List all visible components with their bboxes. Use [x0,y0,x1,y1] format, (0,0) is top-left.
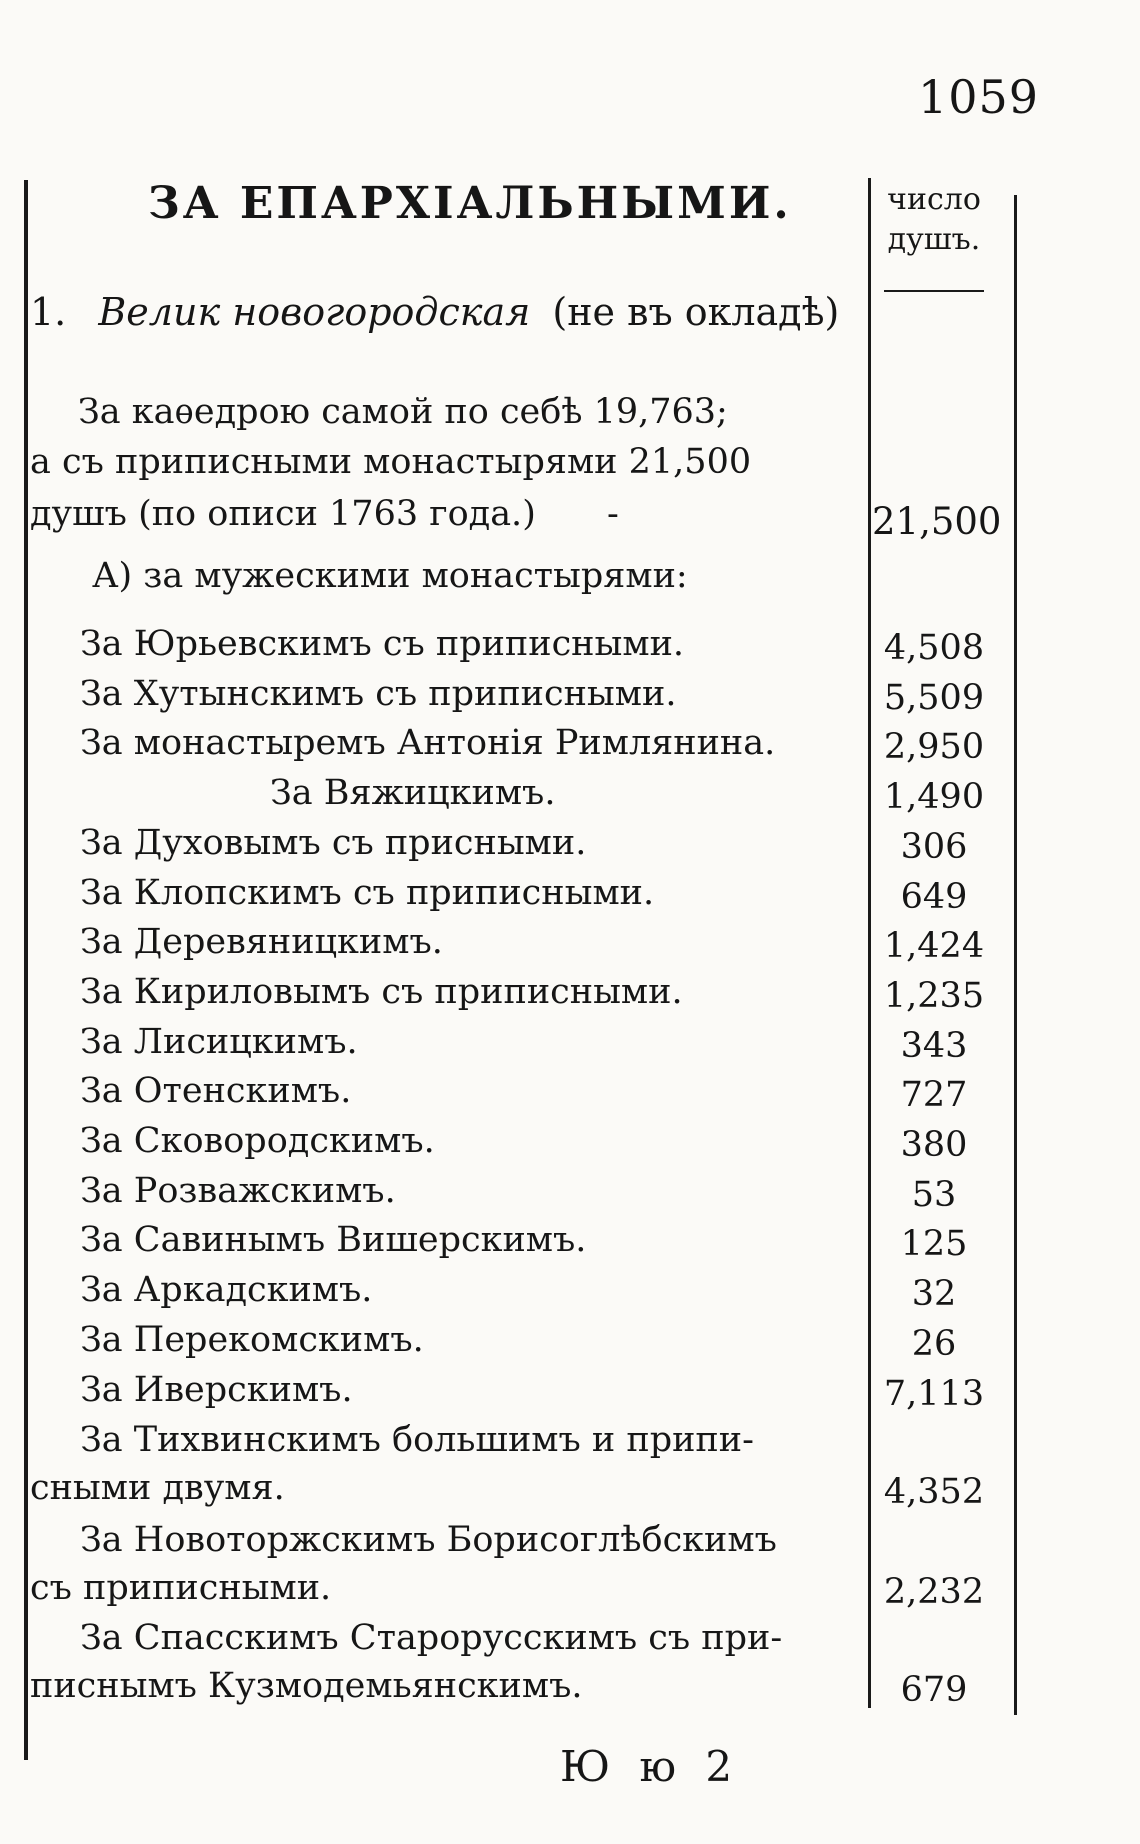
row-label: За Савинымъ Вишерскимъ. [80,1220,587,1260]
row-value: 2,232 [883,1572,985,1612]
column-header-line2: душъ. [887,222,981,257]
intro-value: 21,500 [872,500,1002,543]
intro-line-1: За каѳедрою самой по себѣ 19,763; [78,392,728,432]
row-label-line1: За Новоторжскимъ Борисоглѣбскимъ [80,1520,777,1560]
row-label: За Духовымъ съ присными. [80,823,587,863]
row-value: 679 [900,1670,968,1710]
row-value: 125 [900,1224,968,1264]
row-value: 727 [900,1075,968,1115]
signature-mark: Ю ю 2 [560,1742,741,1791]
row-label-line2: съ приписными. [30,1568,332,1608]
right-border [1014,195,1017,1715]
column-header-line1: число [887,182,981,217]
row-label: За Лисицкимъ. [80,1022,358,1062]
row-value: 32 [911,1274,957,1314]
row-label-line1: За Спасскимъ Старорусскимъ съ при- [80,1618,783,1658]
row-value: 53 [911,1175,957,1215]
row-value: 26 [911,1324,957,1364]
row-value: 5,509 [883,678,985,718]
row-label-line2: сными двумя. [30,1468,285,1508]
row-label: За Вяжицкимъ. [270,773,556,813]
row-value: 4,352 [883,1472,985,1512]
diocese-number: 1. [30,290,67,334]
row-label-line2: писнымъ Кузмодемьянскимъ. [30,1666,583,1706]
row-value: 7,113 [883,1374,985,1414]
row-value: 1,235 [883,976,985,1016]
subsection-heading: А) за мужескими монастырями: [92,556,688,596]
section-title: ЗА ЕПАРХІАЛЬНЫМИ. [148,178,792,229]
row-label: За Перекомскимъ. [80,1320,424,1360]
row-label: За Кириловымъ съ приписными. [80,972,683,1012]
intro-line-3 [30,494,641,534]
row-value: 306 [900,827,968,867]
diocese-heading [30,290,839,334]
row-value: 2,950 [883,727,985,767]
row-label: За Клопскимъ съ приписными. [80,873,655,913]
left-border [24,180,28,1760]
column-header [874,180,994,260]
intro-line-3-text: душъ (по описи 1763 года.) [30,494,536,534]
row-label-line1: За Тихвинскимъ большимъ и припи- [80,1420,754,1460]
row-label: За Отенскимъ. [80,1071,352,1111]
row-value: 1,490 [883,777,985,817]
row-label: За Иверскимъ. [80,1370,353,1410]
diocese-name: Велик новогородская [98,290,531,334]
row-value: 4,508 [883,628,985,668]
row-value: 343 [900,1026,968,1066]
row-label: За Хутынскимъ съ приписными. [80,674,677,714]
page-number: 1059 [918,70,1040,124]
row-label: За Деревяницкимъ. [80,922,443,962]
column-divider [868,178,871,1708]
row-label: За монастыремъ Антонія Римлянина. [80,723,776,763]
diocese-note: (не въ окладѣ) [552,290,840,334]
row-label: За Юрьевскимъ съ приписными. [80,624,685,664]
header-underline [884,290,984,292]
row-label: За Аркадскимъ. [80,1270,373,1310]
row-value: 1,424 [883,926,985,966]
intro-line-2: а съ приписными монастырями 21,500 [30,442,752,482]
row-value: 649 [900,877,968,917]
row-label: За Розважскимъ. [80,1171,396,1211]
row-value: 380 [900,1125,968,1165]
leader-dash: - [606,494,641,534]
row-label: За Сковородскимъ. [80,1121,435,1161]
